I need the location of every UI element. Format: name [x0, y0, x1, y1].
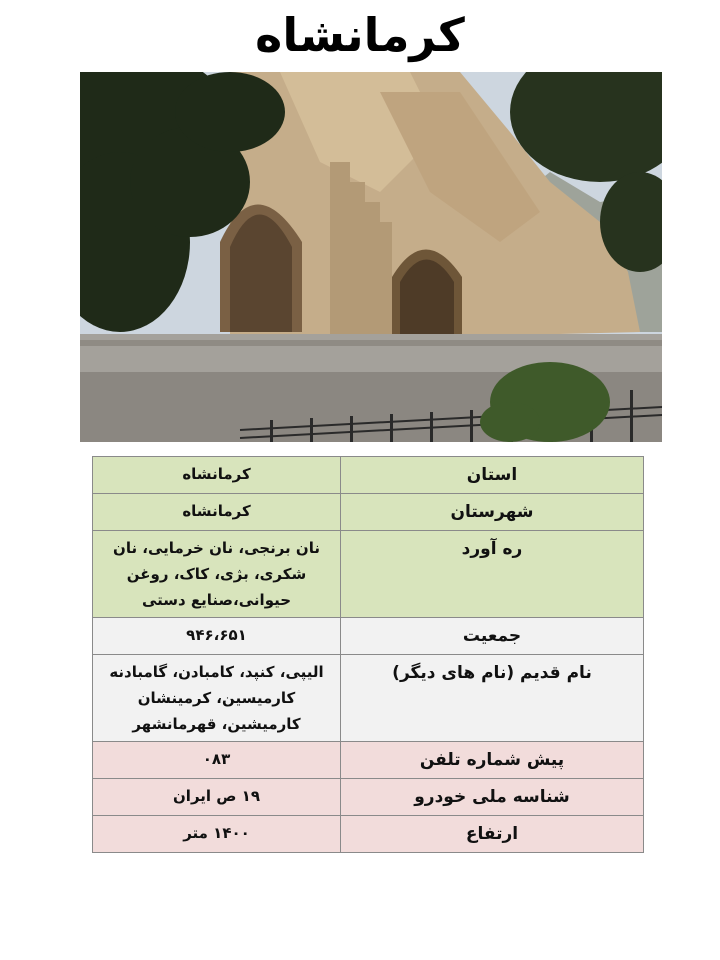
row-value: کرمانشاه [93, 457, 341, 494]
table-row [93, 816, 644, 853]
table-row [93, 494, 644, 531]
row-value: نان برنجی، نان خرمایی، نان شکری، بژی، کاک، روغن حیوانی،صنایع دستی [93, 531, 341, 618]
row-value: کرمانشاه [93, 494, 341, 531]
page-title: کرمانشاه [255, 8, 465, 62]
row-key: پیش شماره تلفن [341, 742, 644, 779]
row-key: شهرستان [341, 494, 644, 531]
taq-e-bostan-photo [80, 72, 662, 442]
table-row [93, 779, 644, 816]
row-value: ۱۹ ص ایران [93, 779, 341, 816]
row-value: ۱۴۰۰ متر [93, 816, 341, 853]
table-row [93, 531, 644, 618]
row-value: الیپی، کنپد، کامبادن، گامبادنه کارمیسین، کرمینشان کارمیشین، قهرمانشهر [93, 655, 341, 742]
row-key: نام قدیم (نام های دیگر) [341, 655, 644, 742]
table-row [93, 618, 644, 655]
row-key: ره آورد [341, 531, 644, 618]
row-key: ارتفاع [341, 816, 644, 853]
row-key: جمعیت [341, 618, 644, 655]
info-table [92, 456, 644, 853]
row-key: استان [341, 457, 644, 494]
row-key: شناسه ملی خودرو [341, 779, 644, 816]
row-value: ۹۴۶،۶۵۱ [93, 618, 341, 655]
table-row [93, 655, 644, 742]
taq-e-bostan-rock-relief-photo [80, 72, 662, 442]
table-row [93, 457, 644, 494]
table-row [93, 742, 644, 779]
row-value: ۰۸۳ [93, 742, 341, 779]
